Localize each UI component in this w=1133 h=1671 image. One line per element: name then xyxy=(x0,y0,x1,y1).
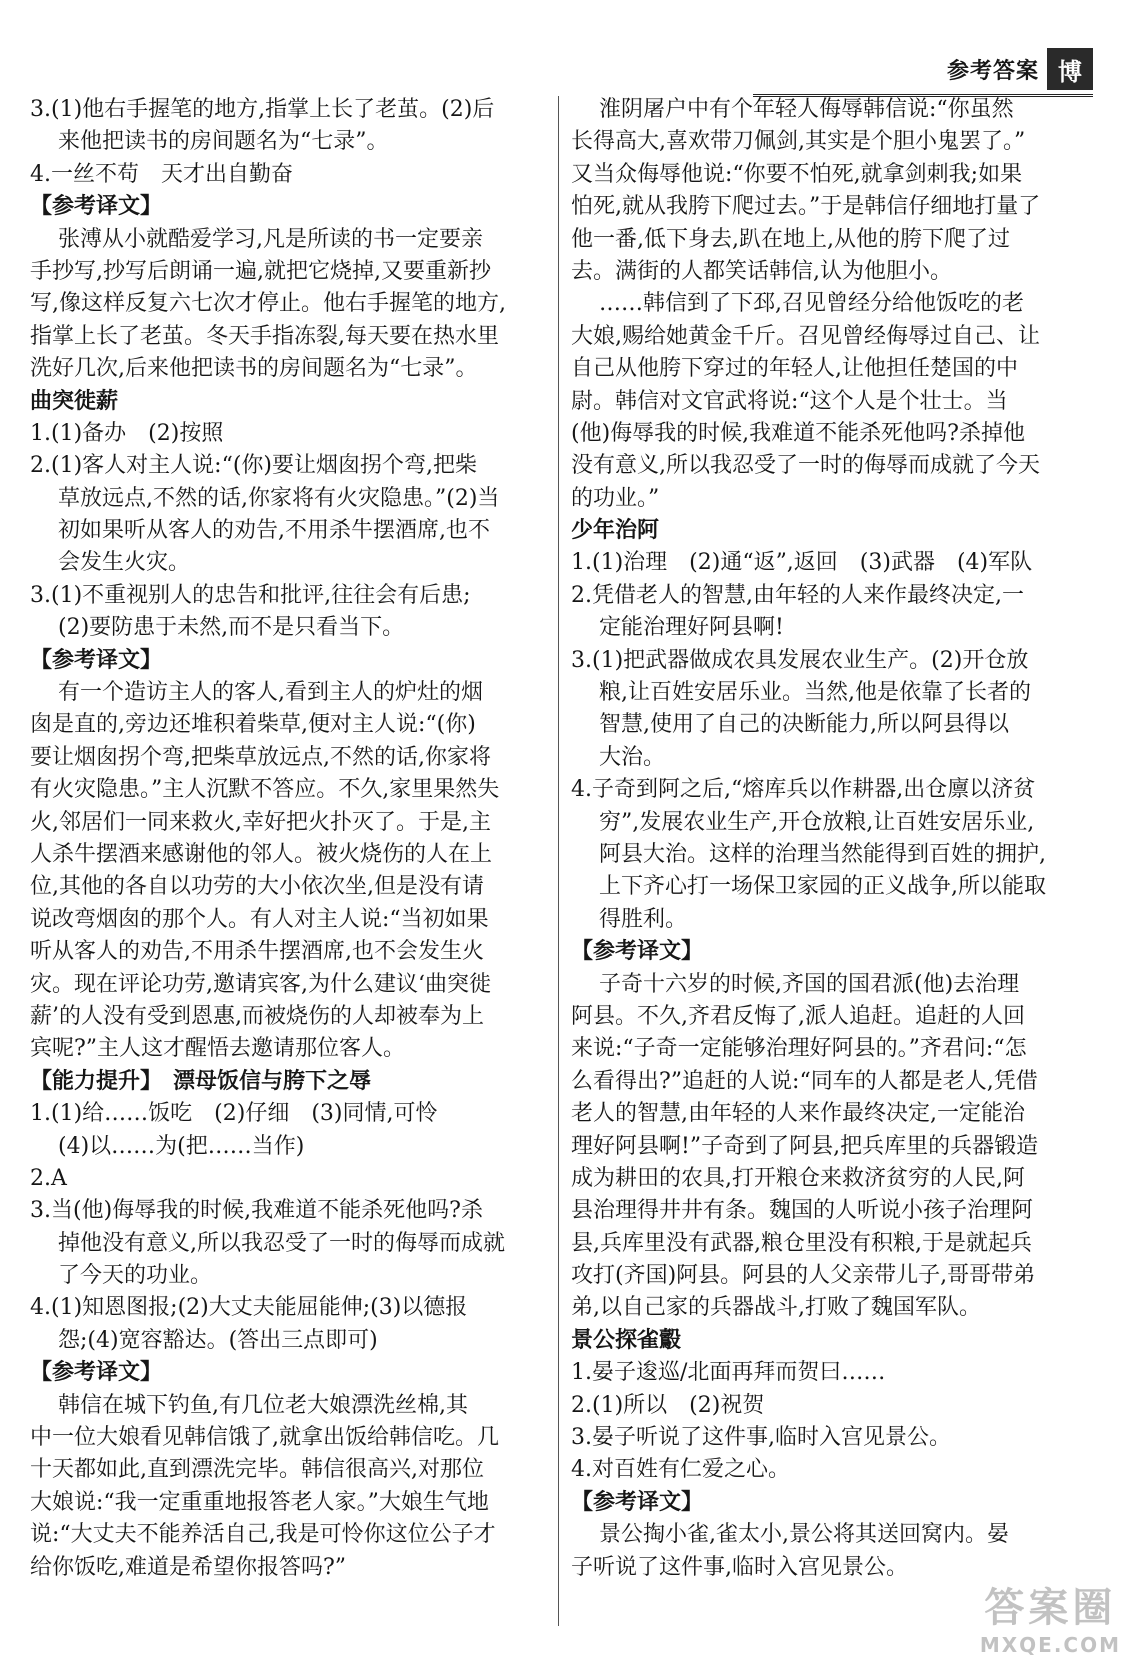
section-heading: 【参考译文】 xyxy=(30,1360,163,1386)
text-line: 成为耕田的农具,打开粮仓来救济贫穷的人民,阿 xyxy=(571,1165,1025,1191)
text-line: 大娘说:“我一定重重地报答老人家。”大娘生气地 xyxy=(30,1489,489,1515)
text-line: 3.晏子听说了这件事,临时入宫见景公。 xyxy=(571,1425,951,1451)
text-line: 十天都如此,直到漂洗完毕。韩信很高兴,对那位 xyxy=(30,1457,484,1483)
text-line: 1.(1)给……饭吃 (2)仔细 (3)同情,可怜 xyxy=(30,1101,438,1127)
text-line: 子听说了这件事,临时入宫见景公。 xyxy=(571,1554,908,1580)
left-column xyxy=(30,94,550,1584)
text-line: 没有意义,所以我忍受了一时的侮辱而成就了今天 xyxy=(571,453,1040,479)
text-line: 怨;(4)宽容豁达。(答出三点即可) xyxy=(58,1327,378,1353)
text-line: 张溥从小就酷爱学习,凡是所读的书一定要亲 xyxy=(58,226,483,252)
text-line: 得胜利。 xyxy=(599,906,688,932)
text-line: 人杀牛摆酒来感谢他的邻人。被火烧伤的人在上 xyxy=(30,841,493,867)
publisher-logo-icon: 博 xyxy=(1047,48,1093,90)
text-line: 火,邻居们一同来救火,幸好把火扑灭了。于是,主 xyxy=(30,809,491,835)
text-line: 尉。韩信对文官武将说:“这个人是个壮士。当 xyxy=(571,388,1008,414)
text-line: 薪’的人没有受到恩惠,而被烧伤的人却被奉为上 xyxy=(30,1003,484,1029)
text-line: 掉他没有意义,所以我忍受了一时的侮辱而成就 xyxy=(58,1230,505,1256)
text-line: 洗好几次,后来他把读书的房间题名为“七录”。 xyxy=(30,356,478,382)
text-line: 灾。现在评论功劳,邀请宾客,为什么建议‘曲突徙 xyxy=(30,971,491,997)
text-line: 去。满街的人都笑话韩信,认为他胆小。 xyxy=(571,258,952,284)
text-line: 大娘,赐给她黄金千斤。召见曾经侮辱过自己、让 xyxy=(571,323,1040,349)
text-line: 3.(1)不重视别人的忠告和批评,往往会有后患; xyxy=(30,582,471,608)
text-line: 阿县。不久,齐君反悔了,派人追赶。追赶的人回 xyxy=(571,1003,1025,1029)
text-line: 老人的智慧,由年轻的人来作最终决定,一定能治 xyxy=(571,1101,1025,1127)
text-line: 4.(1)知恩图报;(2)大丈夫能屈能伸;(3)以德报 xyxy=(30,1295,468,1321)
site-watermark xyxy=(980,1576,1121,1657)
text-line: 有一个造访主人的客人,看到主人的炉灶的烟 xyxy=(58,680,483,706)
text-line: (2)要防患于未然,而不是只看当下。 xyxy=(58,615,405,641)
text-line: 指掌上长了老茧。冬天手指冻裂,每天要在热水里 xyxy=(30,323,499,349)
text-line: 初如果听从客人的劝告,不用杀牛摆酒席,也不 xyxy=(58,518,490,544)
text-line: 4.对百姓有仁爱之心。 xyxy=(571,1457,790,1483)
text-line: 定能治理好阿县啊! xyxy=(599,615,784,641)
text-line: 2.凭借老人的智慧,由年轻的人来作最终决定,一 xyxy=(571,582,1024,608)
text-line: 么看得出?”追赶的人说:“同车的人都是老人,凭借 xyxy=(571,1068,1038,1094)
text-line: 3.(1)把武器做成农具发展农业生产。(2)开仓放 xyxy=(571,647,1029,673)
watermark-text: 答案圈 xyxy=(984,1585,1117,1631)
text-line: 弟,以自己家的兵器战斗,打败了魏国军队。 xyxy=(571,1295,981,1321)
text-line: 说:“大丈夫不能养活自己,我是可怜你这位公子才 xyxy=(30,1522,496,1548)
text-line: 1.(1)备办 (2)按照 xyxy=(30,420,224,446)
text-line: 写,像这样反复六七次才停止。他右手握笔的地方, xyxy=(30,291,506,317)
text-line: 草放远点,不然的话,你家将有火灾隐患。”(2)当 xyxy=(58,485,500,511)
section-heading: 【参考译文】 xyxy=(571,1489,704,1515)
text-line: 自己从他胯下穿过的年轻人,让他担任楚国的中 xyxy=(571,356,1018,382)
text-line: (4)以……为(把……当作) xyxy=(58,1133,305,1159)
header-title: 参考答案 xyxy=(946,59,1039,84)
text-line: 4.一丝不苟 天才出自勤奋 xyxy=(30,161,293,187)
text-line: 要让烟囱拐个弯,把柴草放远点,不然的话,你家将 xyxy=(30,744,491,770)
text-line: 韩信在城下钓鱼,有几位老大娘漂洗丝棉,其 xyxy=(58,1392,468,1418)
text-line: 1.(1)治理 (2)通“返”,返回 (3)武器 (4)军队 xyxy=(571,550,1033,576)
text-line: 来他把读书的房间题名为“七录”。 xyxy=(58,129,389,155)
section-heading: 【能力提升】 漂母饭信与胯下之辱 xyxy=(30,1068,372,1094)
text-line: 粮,让百姓安居乐业。当然,他是依靠了长者的 xyxy=(599,680,1031,706)
text-line: 攻打(齐国)阿县。阿县的人父亲带儿子,哥哥带弟 xyxy=(571,1263,1036,1289)
text-line: 景公掏小雀,雀太小,景公将其送回窝内。晏 xyxy=(599,1522,1009,1548)
text-line: 4.子奇到阿之后,“熔库兵以作耕器,出仓廪以济贫 xyxy=(571,777,1036,803)
text-line: 2.A xyxy=(30,1165,67,1191)
text-line: 宾呢?”主人这才醒悟去邀请那位客人。 xyxy=(30,1036,406,1062)
text-line: 听从客人的劝告,不用杀牛摆酒席,也不会发生火 xyxy=(30,939,484,965)
text-line: 县,兵库里没有武器,粮仓里没有积粮,于是就起兵 xyxy=(571,1230,1032,1256)
text-line: 中一位大娘看见韩信饿了,就拿出饭给韩信吃。几 xyxy=(30,1425,499,1451)
text-line: 给你饭吃,难道是希望你报答吗?” xyxy=(30,1554,347,1580)
column-divider xyxy=(558,96,559,1626)
text-line: 2.(1)所以 (2)祝贺 xyxy=(571,1392,765,1418)
text-line: 县治理得井井有条。魏国的人听说小孩子治理阿 xyxy=(571,1198,1034,1224)
text-line: 了今天的功业。 xyxy=(58,1263,213,1289)
section-heading: 【参考译文】 xyxy=(30,194,163,220)
text-line: 2.(1)客人对主人说:“(你)要让烟囱拐个弯,把柴 xyxy=(30,453,477,479)
text-line: 的功业。” xyxy=(571,485,660,511)
text-line: 长得高大,喜欢带刀佩剑,其实是个胆小鬼罢了。” xyxy=(571,129,1026,155)
text-line: 他一番,低下身去,趴在地上,从他的胯下爬了过 xyxy=(571,226,1010,252)
text-line: 阿县大治。这样的治理当然能得到百姓的拥护, xyxy=(599,841,1046,867)
text-line: 又当众侮辱他说:“你要不怕死,就拿剑刺我;如果 xyxy=(571,161,1023,187)
text-line: 智慧,使用了自己的决断能力,所以阿县得以 xyxy=(599,712,1009,738)
text-line: 淮阴屠户中有个年轻人侮辱韩信说:“你虽然 xyxy=(599,97,1014,122)
text-line: 囱是直的,旁边还堆积着柴草,便对主人说:“(你) xyxy=(30,712,476,738)
text-line: 怕死,就从我胯下爬过去。”于是韩信仔细地打量了 xyxy=(571,194,1041,220)
right-column xyxy=(571,94,1091,1584)
page-header xyxy=(753,48,1093,97)
text-line: (他)侮辱我的时候,我难道不能杀死他吗?杀掉他 xyxy=(571,420,1025,446)
text-line: 穷”,发展农业生产,开仓放粮,让百姓安居乐业, xyxy=(599,809,1035,835)
text-line: 上下齐心打一场保卫家园的正义战争,所以能取 xyxy=(599,874,1046,900)
section-heading: 【参考译文】 xyxy=(571,939,704,965)
section-heading: 景公探雀鷇 xyxy=(571,1327,682,1353)
text-line: 子奇十六岁的时候,齐国的国君派(他)去治理 xyxy=(599,971,1020,997)
text-line: 3.当(他)侮辱我的时候,我难道不能杀死他吗?杀 xyxy=(30,1198,483,1224)
watermark-url: MXQE.COM xyxy=(979,1633,1121,1657)
text-line: 有火灾隐患。”主人沉默不答应。不久,家里果然失 xyxy=(30,777,500,803)
text-line: 手抄写,抄写后朗诵一遍,就把它烧掉,又要重新抄 xyxy=(30,258,491,284)
text-line: 会发生火灾。 xyxy=(58,550,191,576)
section-heading: 少年治阿 xyxy=(571,518,660,544)
text-line: 理好阿县啊!”子奇到了阿县,把兵库里的兵器锻造 xyxy=(571,1133,1039,1159)
section-heading: 曲突徙薪 xyxy=(30,388,119,414)
text-line: 3.(1)他右手握笔的地方,指掌上长了老茧。(2)后 xyxy=(30,97,495,122)
text-line: 说改弯烟囱的那个人。有人对主人说:“当初如果 xyxy=(30,906,489,932)
text-line: 位,其他的各自以功劳的大小依次坐,但是没有请 xyxy=(30,874,484,900)
text-line: 1.晏子逡巡/北面再拜而贺曰…… xyxy=(571,1360,886,1386)
text-line: 大治。 xyxy=(599,744,666,770)
section-heading: 【参考译文】 xyxy=(30,647,163,673)
text-line: 来说:“子奇一定能够治理好阿县的。”齐君问:“怎 xyxy=(571,1036,1027,1062)
text-line: ……韩信到了下邳,召见曾经分给他饭吃的老 xyxy=(599,291,1024,317)
